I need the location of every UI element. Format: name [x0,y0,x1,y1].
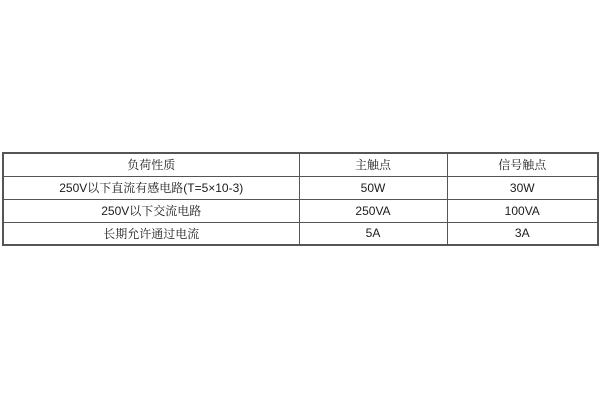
table-row [3,199,598,222]
table-cell-signal-contact-value: 3A [447,222,598,245]
table-header-row [3,153,598,176]
table-row [3,176,598,199]
table-cell-load-nature: 250V以下交流电路 [3,199,299,222]
contact-load-spec-table [2,152,599,246]
table-cell-load-nature: 长期允许通过电流 [3,222,299,245]
table-cell-load-nature: 250V以下直流有感电路(T=5×10-3) [3,176,299,199]
table-cell-main-contact-value: 5A [299,222,447,245]
column-header-main-contact: 主触点 [299,153,447,176]
table-cell-signal-contact-value: 30W [447,176,598,199]
table-cell-main-contact-value: 250VA [299,199,447,222]
table-row [3,222,598,245]
table-cell-signal-contact-value: 100VA [447,199,598,222]
column-header-signal-contact: 信号触点 [447,153,598,176]
table-cell-main-contact-value: 50W [299,176,447,199]
column-header-load-nature: 负荷性质 [3,153,299,176]
